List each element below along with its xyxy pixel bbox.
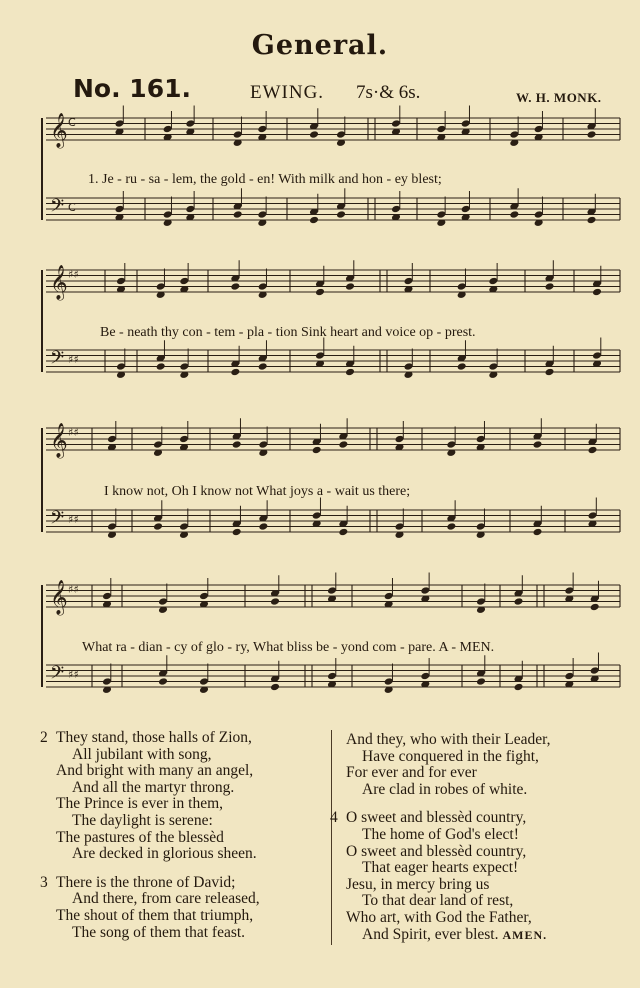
note-head — [533, 528, 543, 537]
verse-number: 3 — [40, 873, 48, 891]
note-head — [587, 130, 597, 139]
sharp-icon: ♯♯ — [68, 583, 79, 596]
note-head — [587, 216, 597, 225]
column-divider — [331, 730, 332, 945]
verse-line: Who art, with God the Father, — [346, 908, 532, 926]
sharp-icon: ♯♯ — [68, 513, 79, 526]
treble-clef-icon: 𝄞 — [50, 423, 68, 458]
verse-line: The pastures of the blessèd — [56, 828, 224, 846]
sharp-icon: ♯♯ — [68, 353, 79, 366]
note-head — [590, 603, 600, 612]
verse-3 — [40, 873, 260, 941]
lyric-line-2: Be - neath thy con - tem - pla - tion Sink heart and voice op - prest. — [100, 325, 476, 340]
note-head — [230, 282, 240, 291]
note-head — [592, 288, 602, 297]
verse-line: Have conquered in the fight, — [362, 747, 539, 765]
note-head — [338, 528, 348, 537]
verse-line: And Spirit, ever blest. — [362, 925, 499, 943]
bass-clef-icon: 𝄢 — [50, 663, 65, 688]
note-head — [545, 282, 555, 291]
verse-column-right — [330, 731, 551, 943]
note-head — [336, 210, 346, 219]
bass-clef-icon: 𝄢 — [50, 196, 65, 221]
note-head — [232, 528, 242, 537]
verse-line: O sweet and blessèd country, — [346, 842, 527, 860]
note-head — [153, 522, 163, 531]
note-head — [270, 597, 280, 606]
bass-clef-icon: 𝄢 — [50, 348, 65, 373]
note-head — [315, 288, 325, 297]
verse-line: Are clad in robes of white. — [362, 780, 528, 798]
lyric-line-1: 1. Je - ru - sa - lem, the gold - en! With milk and hon - ey blest; — [88, 172, 442, 187]
lyric-line-3: I know not, Oh I know not What joys a - wait us there; — [104, 484, 411, 499]
note-head — [476, 677, 486, 686]
sharp-icon: ♯♯ — [68, 268, 79, 281]
composer: W. H. MONK. — [516, 90, 602, 105]
bass-clef-icon: 𝄢 — [50, 508, 65, 533]
sharp-icon: C — [68, 116, 76, 129]
note-head — [230, 368, 240, 377]
note-head — [345, 282, 355, 291]
note-head — [309, 216, 319, 225]
verse-2-continued — [346, 732, 551, 798]
lyric-line-4: What ra - dian - cy of glo - ry, What bliss be - yond com - pare. A - MEN. — [82, 640, 495, 655]
note-head — [457, 362, 467, 371]
section-title: General. — [251, 30, 389, 61]
note-head — [533, 440, 543, 449]
verse-line: O sweet and blessèd country, — [346, 809, 527, 827]
verse-line: And bright with many an angel, — [56, 762, 254, 780]
sharp-icon: C — [68, 201, 76, 214]
note-head — [545, 368, 555, 377]
note-head — [156, 362, 166, 371]
tune-name: EWING. — [250, 82, 325, 103]
note-head — [258, 522, 268, 531]
note-head — [338, 440, 348, 449]
meter: 7s·& 6s. — [356, 82, 421, 103]
verse-line: That eager hearts expect! — [362, 859, 519, 877]
note-head — [509, 210, 519, 219]
verse-line: Jesu, in mercy bring us — [346, 875, 490, 893]
verse-line: The daylight is serene: — [72, 811, 213, 829]
note-head — [345, 368, 355, 377]
verse-line: Are decked in glorious sheen. — [72, 845, 257, 863]
verse-line: The shout of them that triumph, — [56, 906, 254, 924]
verse-line: To that dear land of rest, — [362, 892, 514, 910]
verse-line: And they, who with their Leader, — [346, 731, 551, 748]
verse-line: There is the throne of David; — [56, 873, 236, 891]
verse-line: All jubilant with song, — [72, 745, 212, 763]
hymn-number: No. 161. — [73, 74, 191, 103]
note-head — [158, 677, 168, 686]
verse-number: 2 — [40, 729, 48, 746]
note-head — [232, 440, 242, 449]
note-head — [258, 362, 268, 371]
treble-clef-icon: 𝄞 — [50, 113, 68, 148]
note-head — [588, 446, 598, 455]
verse-column-left — [40, 729, 260, 941]
verse-line: For ever and for ever — [346, 764, 477, 782]
sharp-icon: ♯♯ — [68, 668, 79, 681]
note-head — [270, 683, 280, 692]
treble-clef-icon: 𝄞 — [50, 265, 68, 300]
verse-2 — [40, 729, 260, 863]
note-head — [514, 597, 524, 606]
note-head — [309, 130, 319, 139]
sharp-icon: ♯♯ — [68, 426, 79, 439]
verse-line: The Prince is ever in them, — [56, 795, 224, 813]
verse-line: The song of them that feast. — [72, 923, 246, 941]
verse-4 — [330, 809, 551, 943]
amen-label: AMEN. — [502, 927, 548, 942]
verse-line: They stand, those halls of Zion, — [56, 729, 252, 746]
verse-line: And there, from care released, — [72, 890, 260, 908]
treble-clef-icon: 𝄞 — [50, 580, 68, 615]
note-head — [233, 210, 243, 219]
verse-line: And all the martyr throng. — [72, 778, 235, 796]
note-head — [514, 683, 524, 692]
note-head — [312, 446, 322, 455]
verse-line: The home of God's elect! — [362, 825, 519, 843]
note-head — [446, 522, 456, 531]
verse-number: 4 — [330, 809, 338, 827]
